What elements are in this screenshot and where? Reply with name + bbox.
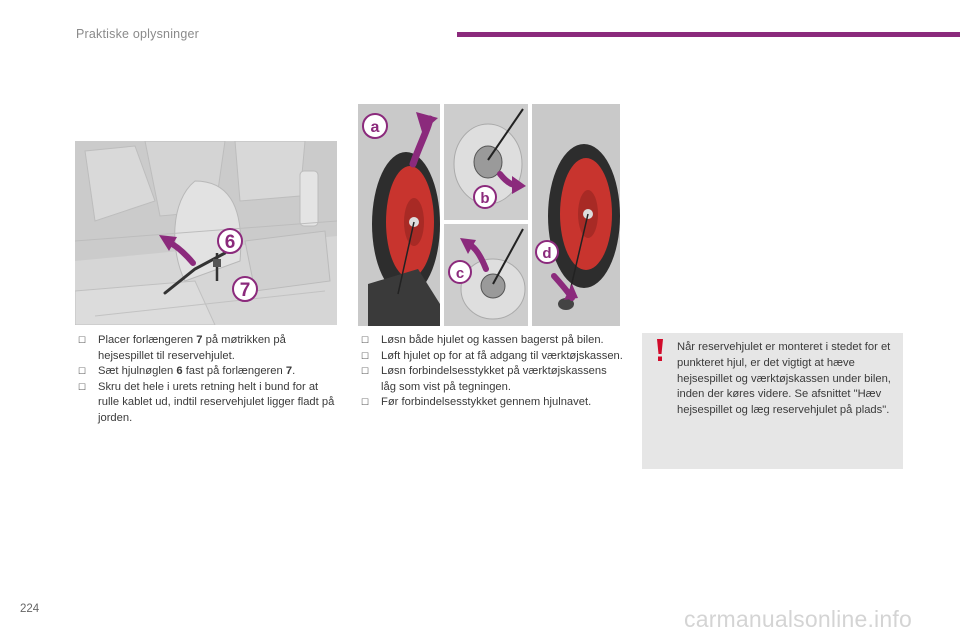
checkbox-bullet-icon: ☐ bbox=[78, 366, 87, 377]
checkbox-bullet-icon: ☐ bbox=[361, 335, 370, 345]
warning-exclamation-icon bbox=[655, 338, 665, 362]
list-item: ☐ Sæt hjulnøglen 6 fast på forlængeren 7. bbox=[78, 364, 336, 380]
checkbox-bullet-icon: ☐ bbox=[361, 350, 370, 361]
checkbox-bullet-icon: ☐ bbox=[78, 381, 87, 392]
figure-label-c: c bbox=[455, 265, 465, 282]
checkbox-bullet-icon: ☐ bbox=[361, 397, 370, 408]
illustration-winch-tools bbox=[75, 141, 337, 325]
list-item: ☐ Løsn forbindelsesstykket på værktøjskassens låg som vist på tegningen. bbox=[361, 365, 607, 393]
figure-label-6: 6 bbox=[224, 232, 236, 253]
warning-text: Når reservehjulet er monteret i stedet for et punkteret hjul, er det vigtigt at hæve hejsespillet og værktøjskassen under bilen, inden der køres videre. Se afsnittet "Hæv hejsespillet og læg reservehjulet på plads". bbox=[677, 341, 891, 417]
checkbox-bullet-icon: ☐ bbox=[78, 335, 87, 345]
list-item: ☐ Løft hjulet op for at få adgang til værktøjskassen. bbox=[361, 349, 623, 365]
instructions-column-1 bbox=[78, 333, 336, 427]
page-number: 224 bbox=[20, 603, 40, 615]
figure-label-b: b bbox=[480, 190, 490, 207]
list-item: ☐ Løsn både hjulet og kassen bagerst på bilen. bbox=[361, 333, 623, 349]
list-item: ☐ Skru det hele i urets retning helt i bund for at rulle kablet ud, indtil reservehjulet ligger fladt på jorden. bbox=[78, 380, 335, 424]
list-item: ☐ Før forbindelsesstykket gennem hjulnavet. bbox=[361, 395, 623, 411]
illustration-spare-wheel-steps bbox=[358, 104, 620, 326]
figure-label-a: a bbox=[370, 119, 380, 136]
checkbox-bullet-icon: ☐ bbox=[361, 366, 370, 377]
figure-label-7: 7 bbox=[239, 280, 251, 301]
figure-label-d: d bbox=[542, 245, 552, 262]
header-accent-bar bbox=[457, 32, 960, 37]
section-title: Praktiske oplysninger bbox=[76, 27, 200, 41]
list-item: ☐ Placer forlængeren 7 på møtrikken på hejsespillet til reservehjulet. bbox=[78, 334, 286, 362]
watermark: carmanualsonline.info bbox=[684, 606, 912, 632]
instructions-column-2 bbox=[361, 333, 623, 411]
